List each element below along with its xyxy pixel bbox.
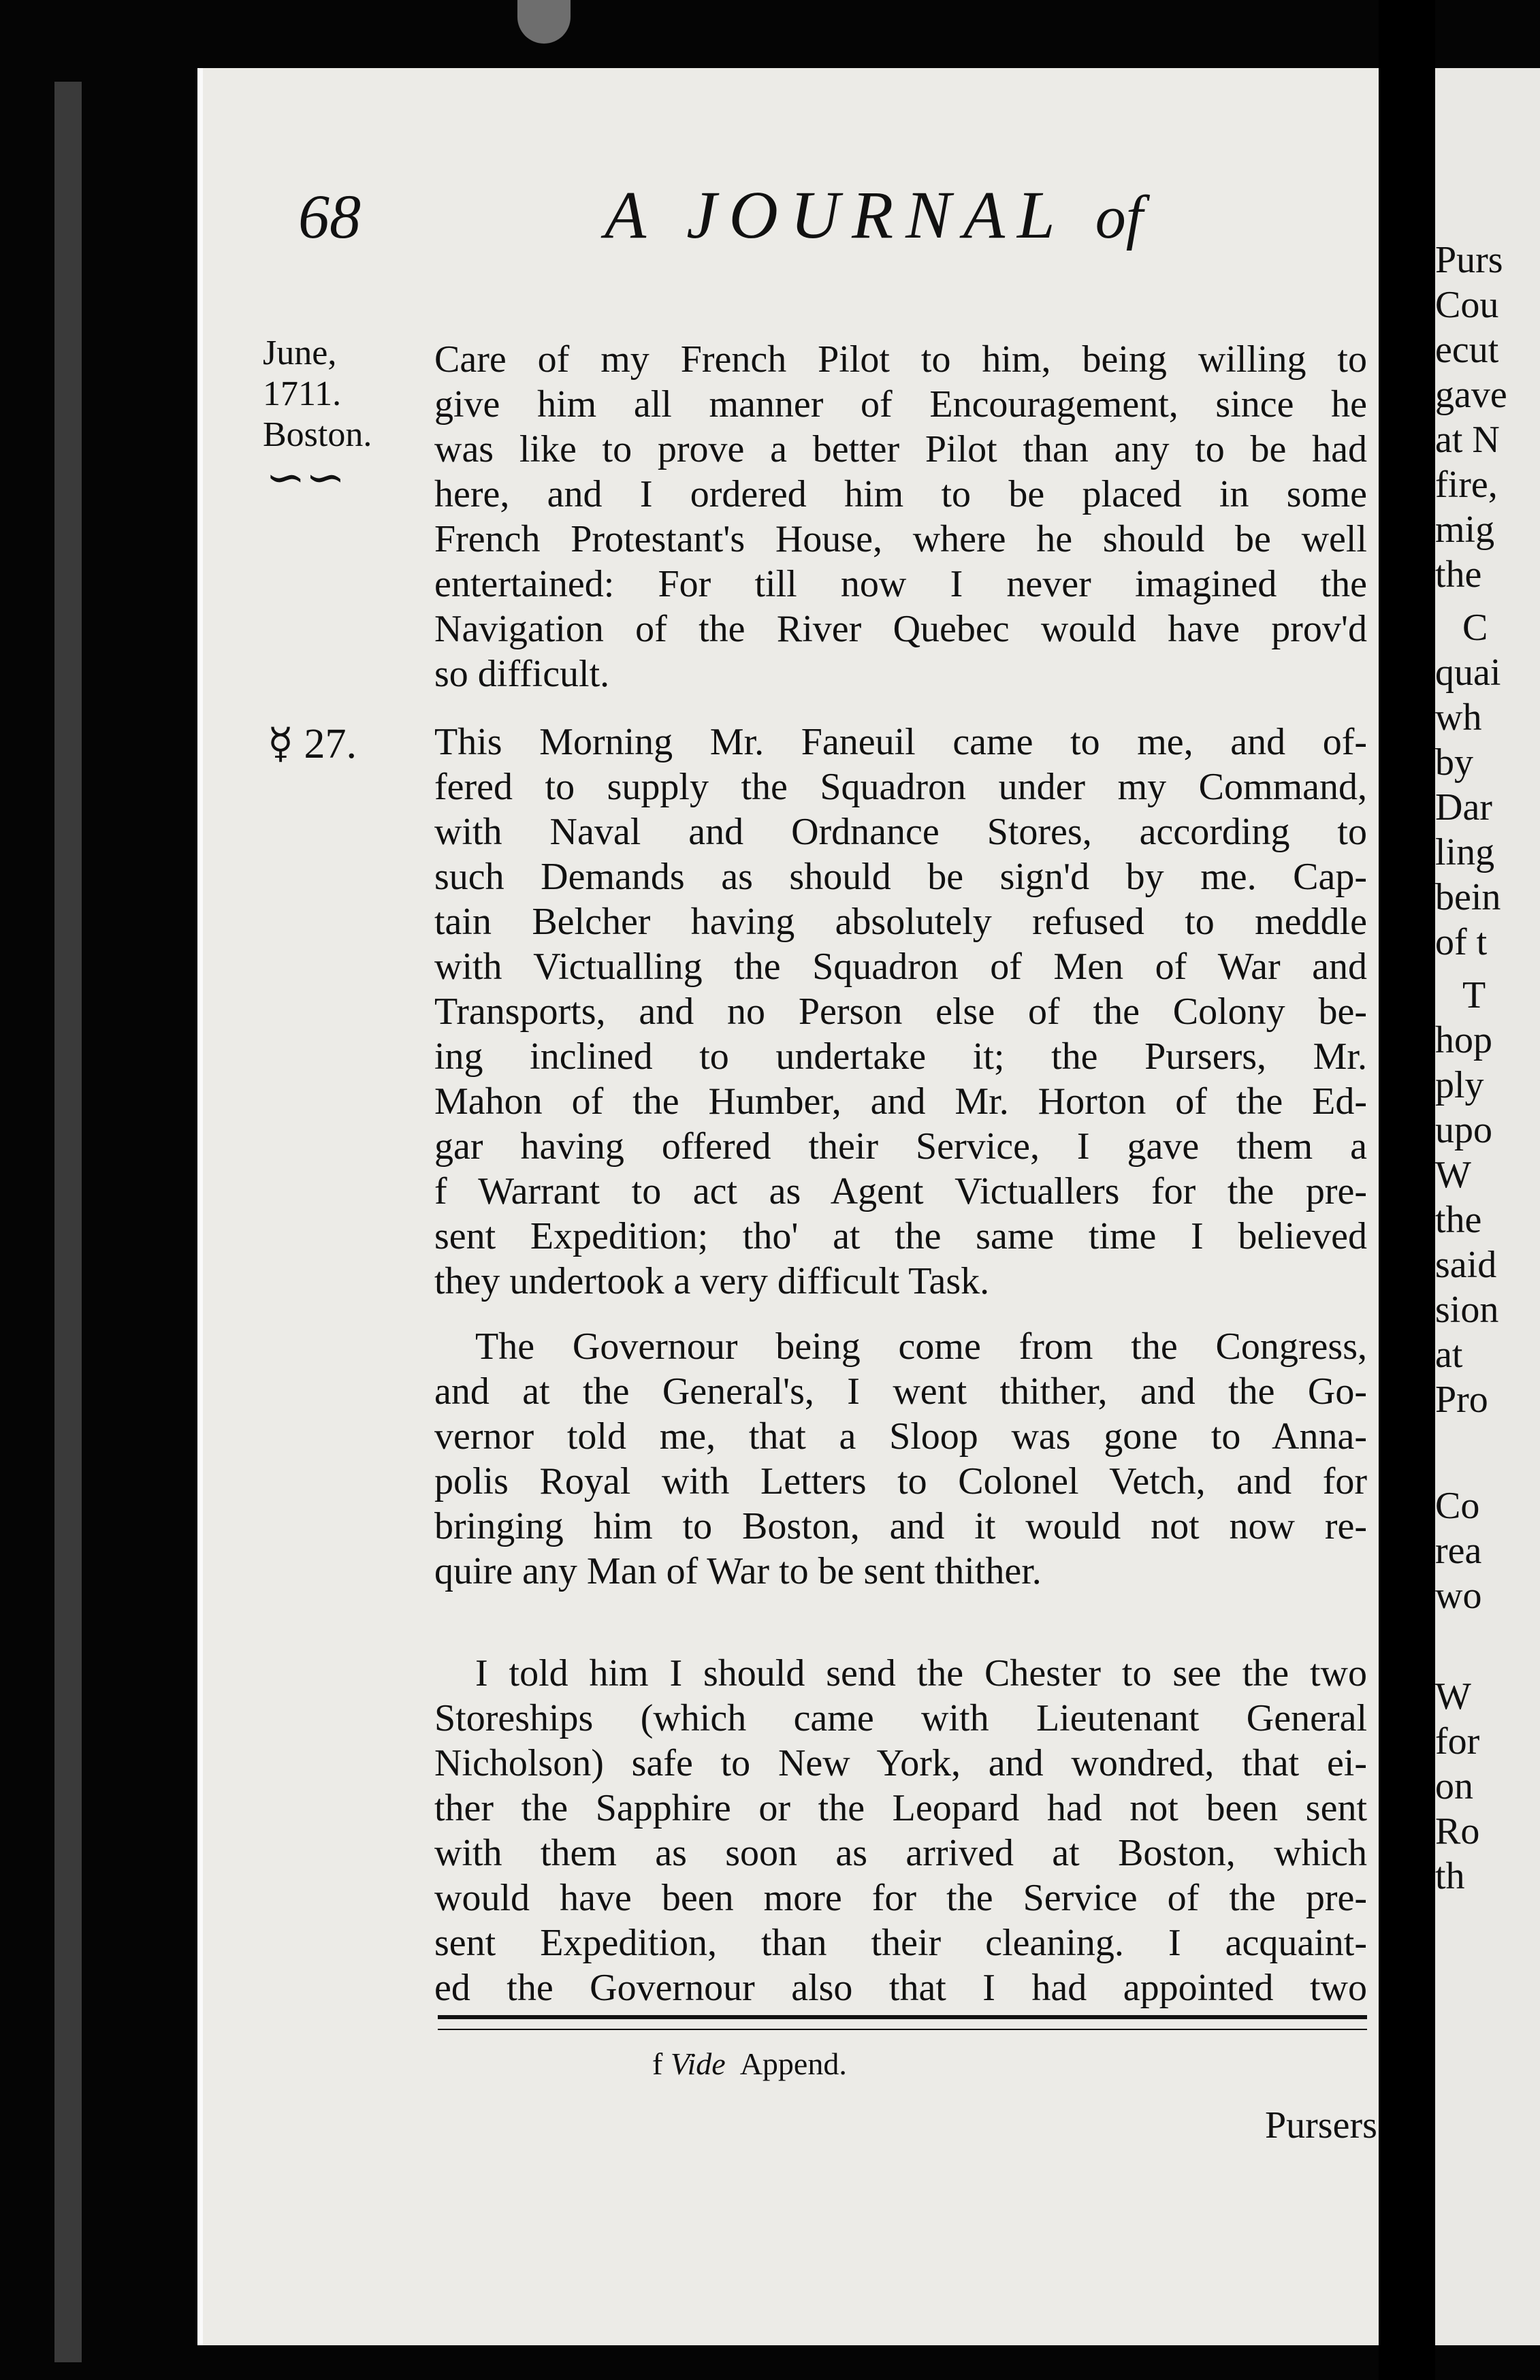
text-line: Transports, and no Person else of the Colony be- bbox=[434, 991, 1367, 1033]
facing-line: upo bbox=[1435, 1109, 1492, 1151]
text-line: bringing him to Boston, and it would not now re- bbox=[434, 1505, 1367, 1547]
text-line: ed the Governour also that I had appointed two bbox=[434, 1967, 1367, 2009]
footnote bbox=[652, 2046, 847, 2082]
text-line: f Warrant to act as Agent Victuallers for the pre- bbox=[434, 1170, 1367, 1212]
facing-line: the bbox=[1435, 1199, 1482, 1241]
catchword: Pursers bbox=[1265, 2104, 1377, 2146]
text-line: entertained: For till now I never imagined the bbox=[434, 563, 1367, 605]
text-line: The Governour being come from the Congress, bbox=[475, 1325, 1367, 1368]
text-line: I told him I should send the Chester to see the two bbox=[475, 1652, 1367, 1694]
facing-page-fragment bbox=[1435, 68, 1540, 2345]
facing-line: of t bbox=[1435, 921, 1488, 963]
facing-line: by bbox=[1435, 741, 1473, 784]
text-line: give him all manner of Encouragement, since he bbox=[434, 383, 1367, 425]
facing-line: ply bbox=[1435, 1064, 1484, 1106]
facing-line: Cou bbox=[1435, 284, 1499, 326]
running-head-title: A JOURNAL bbox=[605, 177, 1066, 253]
text-line: here, and I ordered him to be placed in some bbox=[434, 473, 1367, 515]
text-line: ther the Sapphire or the Leopard had not been sent bbox=[434, 1787, 1367, 1829]
text-line: and at the General's, I went thither, and the Go- bbox=[434, 1370, 1367, 1413]
text-line: polis Royal with Letters to Colonel Vetch, and for bbox=[434, 1460, 1367, 1502]
footnote-rule bbox=[438, 2015, 1367, 2019]
facing-line: on bbox=[1435, 1765, 1473, 1807]
text-line: such Demands as should be sign'd by me. Cap- bbox=[434, 856, 1367, 898]
footnote-text: Append. bbox=[739, 2046, 847, 2081]
facing-line: Purs bbox=[1435, 239, 1503, 281]
facing-line: for bbox=[1435, 1720, 1480, 1763]
facing-line: ling bbox=[1435, 831, 1495, 873]
facing-line: fire, bbox=[1435, 464, 1498, 506]
facing-line: mig bbox=[1435, 509, 1495, 551]
facing-line: said bbox=[1435, 1244, 1497, 1286]
footnote-vide: Vide bbox=[670, 2046, 726, 2081]
paragraph-chester bbox=[434, 1651, 1367, 2010]
text-line: French Protestant's House, where he should be well bbox=[434, 518, 1367, 560]
margin-place: Boston. bbox=[263, 415, 372, 454]
facing-line: wh bbox=[1435, 696, 1482, 739]
facing-line: sion bbox=[1435, 1289, 1499, 1331]
top-stain bbox=[517, 0, 571, 44]
margin-year: 1711. bbox=[263, 374, 342, 413]
facing-line: wo bbox=[1435, 1575, 1482, 1617]
facing-line: th bbox=[1435, 1855, 1465, 1897]
text-line: Mahon of the Humber, and Mr. Horton of the Ed- bbox=[434, 1080, 1367, 1123]
facing-line: Co bbox=[1435, 1485, 1480, 1527]
book-page bbox=[197, 68, 1384, 2345]
margin-date: June, bbox=[263, 334, 337, 372]
running-head bbox=[605, 176, 1143, 254]
text-line: so difficult. bbox=[434, 653, 610, 695]
text-line: Care of my French Pilot to him, being willing to bbox=[434, 338, 1367, 381]
page-number: 68 bbox=[298, 182, 361, 251]
facing-line: W bbox=[1435, 1675, 1471, 1718]
facing-line: C bbox=[1462, 607, 1488, 649]
margin-day-entry: ☿ 27. bbox=[268, 721, 357, 767]
facing-line: quai bbox=[1435, 652, 1501, 694]
facing-line: ecut bbox=[1435, 329, 1499, 371]
footnote-rule-thin bbox=[438, 2029, 1367, 2030]
paragraph-faneuil bbox=[434, 720, 1367, 1304]
facing-line: W bbox=[1435, 1154, 1471, 1196]
margin-swash-ornament: ∽∽ bbox=[266, 452, 346, 504]
text-line: ing inclined to undertake it; the Pursers, Mr. bbox=[434, 1035, 1367, 1078]
text-line: tain Belcher having absolutely refused to meddle bbox=[434, 901, 1367, 943]
facing-line: Pro bbox=[1435, 1379, 1488, 1421]
text-line: Storeships (which came with Lieutenant General bbox=[434, 1697, 1367, 1739]
text-line: fered to supply the Squadron under my Command, bbox=[434, 766, 1367, 808]
text-line: Nicholson) safe to New York, and wondred, that ei- bbox=[434, 1742, 1367, 1784]
text-line: sent Expedition, than their cleaning. I acquaint- bbox=[434, 1922, 1367, 1964]
facing-line: Dar bbox=[1435, 786, 1492, 829]
facing-line: Ro bbox=[1435, 1810, 1480, 1852]
footnote-marker: f bbox=[652, 2046, 663, 2081]
facing-line: the bbox=[1435, 553, 1482, 596]
text-line: vernor told me, that a Sloop was gone to Anna- bbox=[434, 1415, 1367, 1458]
text-line: with them as soon as arrived at Boston, which bbox=[434, 1832, 1367, 1874]
text-line: would have been more for the Service of the pre- bbox=[434, 1877, 1367, 1919]
facing-line: gave bbox=[1435, 374, 1507, 416]
binding-shadow bbox=[54, 82, 82, 2362]
text-line: they undertook a very difficult Task. bbox=[434, 1260, 990, 1302]
paragraph-pilot bbox=[434, 337, 1367, 696]
facing-line: at N bbox=[1435, 419, 1500, 461]
text-line: was like to prove a better Pilot than any to be had bbox=[434, 428, 1367, 470]
text-line: Navigation of the River Quebec would have prov'd bbox=[434, 608, 1367, 650]
text-line: with Naval and Ordnance Stores, according to bbox=[434, 811, 1367, 853]
running-head-suffix: of bbox=[1095, 184, 1143, 251]
facing-line: rea bbox=[1435, 1530, 1482, 1572]
text-line: sent Expedition; tho' at the same time I believed bbox=[434, 1215, 1367, 1257]
facing-line: T bbox=[1462, 974, 1486, 1016]
text-line: gar having offered their Service, I gave them a bbox=[434, 1125, 1367, 1168]
facing-line: at bbox=[1435, 1334, 1463, 1376]
text-line: This Morning Mr. Faneuil came to me, and of- bbox=[434, 721, 1367, 763]
page-gutter bbox=[1379, 0, 1435, 2380]
paragraph-governour bbox=[434, 1324, 1367, 1594]
facing-line: hop bbox=[1435, 1019, 1492, 1061]
text-line: with Victualling the Squadron of Men of War and bbox=[434, 946, 1367, 988]
text-line: quire any Man of War to be sent thither. bbox=[434, 1550, 1042, 1592]
facing-line: bein bbox=[1435, 876, 1501, 918]
